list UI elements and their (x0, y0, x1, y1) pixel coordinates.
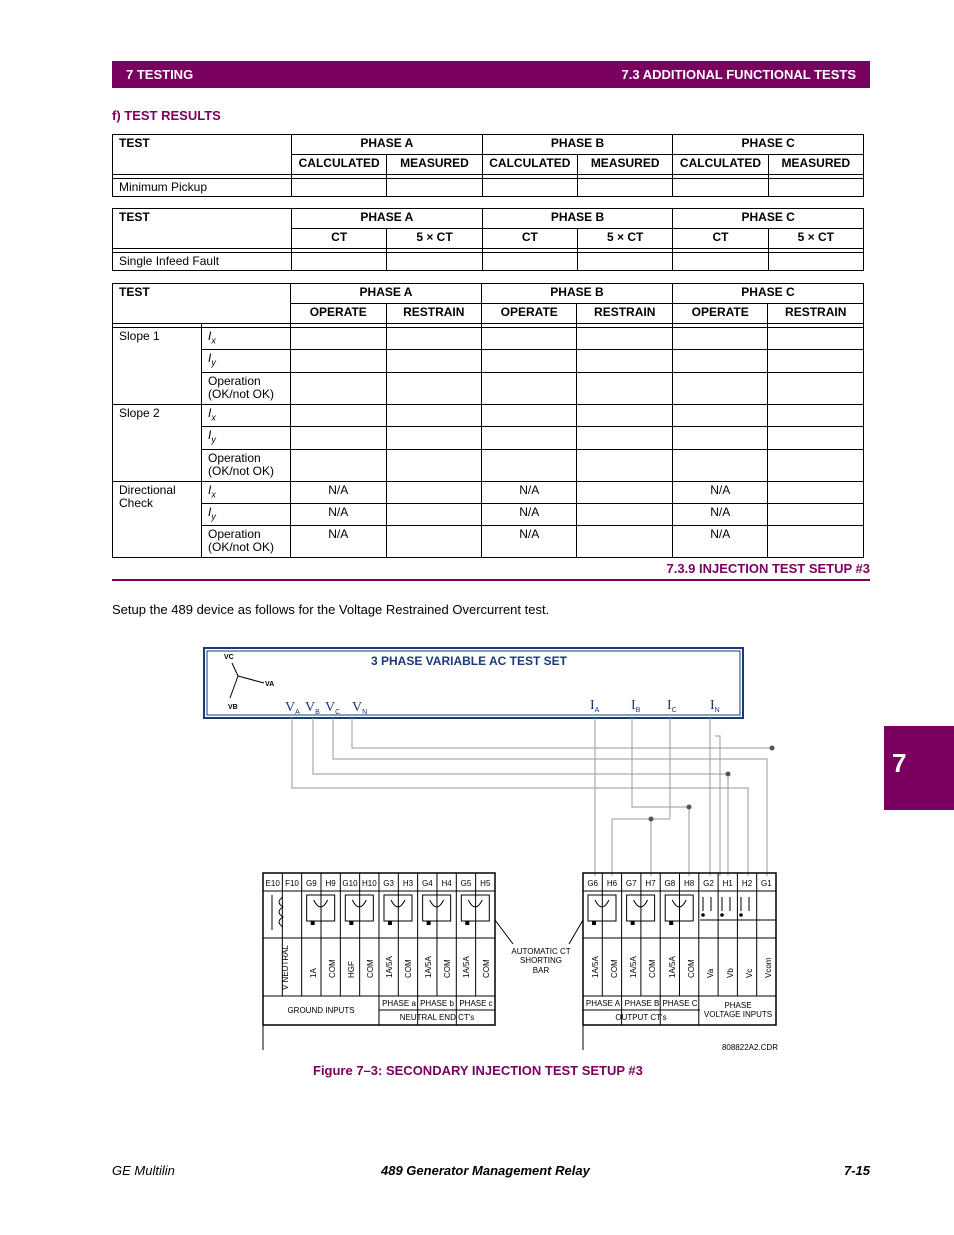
terminal-function-label: Va (706, 968, 715, 978)
phase-label: PHASE c (459, 999, 493, 1008)
terminal-label: G3 (383, 879, 394, 888)
table-header-phase: PHASE A (291, 284, 482, 304)
table-subheader: RESTRAIN (577, 304, 672, 324)
table-subheader: MEASURED (577, 155, 672, 175)
table-subheader: CT (673, 229, 768, 249)
terminal-function-label: COM (443, 959, 452, 978)
terminal-function-label: COM (482, 959, 491, 978)
result-cell: N/A (672, 503, 767, 525)
table-subheader: CALCULATED (292, 155, 387, 175)
phasor-label: VB (228, 704, 238, 711)
neutral-cts-label: NEUTRAL END CT's (399, 1013, 475, 1022)
table-subheader: RESTRAIN (768, 304, 864, 324)
terminal-label: F10 (285, 879, 299, 888)
phase-label: PHASE b (420, 999, 454, 1008)
row-label: $I_y$ (202, 350, 291, 372)
table-subheader: 5 × CT (387, 229, 482, 249)
table-subheader: MEASURED (387, 155, 482, 175)
phase-voltage-label: PHASE (724, 1001, 752, 1010)
terminal-function-label: 1A/5A (462, 956, 471, 978)
terminal-function-label: COM (610, 959, 619, 978)
phasor-symbol (230, 663, 264, 698)
terminal-label: H7 (645, 879, 656, 888)
group-label: Slope 1 (113, 328, 202, 405)
terminal-label: G5 (460, 879, 472, 888)
table-subheader: CALCULATED (673, 155, 768, 175)
table-header-phase: PHASE C (673, 135, 864, 155)
row-label: Operation (OK/not OK) (202, 449, 291, 481)
drawing-code: 808822A2.CDR (721, 1043, 778, 1052)
table-header-phase: PHASE C (672, 284, 863, 304)
table-subheader: CALCULATED (482, 155, 577, 175)
chapter-tab-number: 7 (892, 748, 907, 778)
terminal-function-label: HGF (347, 961, 356, 978)
shorting-bar-leaders (495, 920, 583, 944)
terminal-label: G9 (305, 879, 317, 888)
table-subheader: CT (482, 229, 577, 249)
terminal-function-label: COM (687, 959, 696, 978)
table-subheader: OPERATE (481, 304, 576, 324)
result-cell: N/A (291, 481, 386, 503)
terminal-function-label: 1A/5A (668, 956, 677, 978)
row-label: $I_x$ (202, 328, 291, 350)
result-cell: N/A (481, 481, 576, 503)
terminal-label: H4 (441, 879, 452, 888)
phase-label: PHASE A (585, 999, 621, 1008)
terminal-label: G1 (761, 879, 772, 888)
terminal-function-label: COM (404, 959, 413, 978)
row-label: Operation (OK/not OK) (202, 526, 291, 558)
figure-caption: Figure 7–3: SECONDARY INJECTION TEST SETUP #3 (313, 1063, 643, 1078)
row-label: Minimum Pickup (113, 179, 292, 197)
terminal-function-label: 1A/5A (424, 956, 433, 978)
terminal-label: G10 (342, 879, 358, 888)
terminal-label: H8 (684, 879, 695, 888)
row-label: $I_y$ (202, 503, 291, 525)
phasor-label: VC (224, 654, 234, 661)
test-set-title: 3 PHASE VARIABLE AC TEST SET (370, 654, 568, 668)
terminal-label: G6 (587, 879, 598, 888)
row-label: $I_y$ (202, 427, 291, 449)
current-terminal-label: $I_N$ (710, 698, 720, 714)
ground-inputs-label: GROUND INPUTS (287, 1006, 355, 1015)
row-label: $I_x$ (202, 404, 291, 426)
terminal-label: H9 (325, 879, 336, 888)
row-label: $I_x$ (202, 481, 291, 503)
result-cell: N/A (291, 526, 386, 558)
terminal-function-label: 1A (309, 968, 318, 978)
table-header-test: TEST (113, 209, 292, 249)
terminal-label: E10 (265, 879, 280, 888)
shorting-bar-label: AUTOMATIC CT (511, 947, 571, 956)
current-terminal-label: $I_C$ (667, 698, 677, 714)
phase-label: PHASE a (382, 999, 416, 1008)
table-header-phase: PHASE B (481, 284, 672, 304)
voltage-terminal-label: $V_C$ (325, 700, 341, 716)
terminal-function-label: Vcom (764, 957, 773, 978)
result-cell: N/A (291, 503, 386, 525)
terminal-function-label: COM (328, 959, 337, 978)
terminal-label: G8 (664, 879, 676, 888)
terminal-label: H3 (402, 879, 414, 888)
terminal-function-label: 1A/5A (385, 956, 394, 978)
header-section: 7.3 ADDITIONAL FUNCTIONAL TESTS (621, 67, 856, 82)
terminal-function-label: COM (366, 959, 375, 978)
voltage-terminal-label: $V_B$ (305, 700, 320, 716)
terminal-label: H2 (741, 879, 753, 888)
terminal-label: H10 (361, 879, 377, 888)
table-header-phase: PHASE A (292, 135, 483, 155)
shorting-bar-label: SHORTING (519, 956, 563, 965)
terminal-label: G4 (421, 879, 433, 888)
result-cell: N/A (481, 526, 576, 558)
terminal-function-label: COM (648, 959, 657, 978)
table-subheader: MEASURED (768, 155, 863, 175)
table-subheader: OPERATE (672, 304, 767, 324)
table-header-phase: PHASE B (482, 135, 673, 155)
voltage-terminal-label: $V_A$ (285, 700, 300, 716)
footer-company: GE Multilin (112, 1163, 175, 1178)
table-header-phase: PHASE B (482, 209, 673, 229)
phase-label: PHASE B (624, 999, 660, 1008)
phase-label: PHASE C (662, 999, 698, 1008)
terminal-function-label: Vc (745, 968, 754, 978)
result-cell: N/A (672, 481, 767, 503)
phasor-label: VA (265, 681, 275, 688)
table-subheader: CT (292, 229, 387, 249)
group-label: Directional Check (113, 481, 202, 558)
shorting-bar-label: BAR (532, 966, 550, 975)
table-subheader: 5 × CT (577, 229, 672, 249)
result-cell: N/A (481, 503, 576, 525)
terminal-label: H1 (722, 879, 733, 888)
terminal-function-label: Vb (726, 968, 735, 978)
voltage-terminal-label: $V_N$ (352, 700, 368, 716)
table-header-phase: PHASE C (673, 209, 864, 229)
terminal-function-label: V NEUTRAL (281, 945, 290, 990)
table-subheader: OPERATE (291, 304, 386, 324)
table-header-test: TEST (113, 284, 291, 324)
group-label: Slope 2 (113, 404, 202, 481)
section-title: f) TEST RESULTS (112, 108, 221, 123)
current-terminal-label: $I_A$ (590, 698, 600, 714)
phase-voltage-label: VOLTAGE INPUTS (703, 1010, 773, 1019)
footer-page-number: 7-15 (843, 1163, 870, 1178)
subsection-title: 7.3.9 INJECTION TEST SETUP #3 (666, 561, 870, 576)
result-cell: N/A (672, 526, 767, 558)
terminal-label: G7 (625, 879, 637, 888)
current-terminal-label: $I_B$ (631, 698, 641, 714)
wires (292, 718, 772, 876)
terminal-function-label: 1A/5A (591, 956, 600, 978)
table-header-test: TEST (113, 135, 292, 175)
footer-product: 489 Generator Management Relay (381, 1163, 590, 1178)
output-cts-label: OUTPUT CT's (615, 1013, 667, 1022)
table-subheader: RESTRAIN (386, 304, 481, 324)
table-header-phase: PHASE A (292, 209, 483, 229)
terminal-label: H5 (480, 879, 491, 888)
row-label: Operation (OK/not OK) (202, 372, 291, 404)
table-subheader: 5 × CT (768, 229, 863, 249)
terminal-function-label: 1A/5A (629, 956, 638, 978)
body-paragraph: Setup the 489 device as follows for the Voltage Restrained Overcurrent test. (112, 602, 550, 617)
terminal-label: H6 (606, 879, 618, 888)
terminal-label: G2 (703, 879, 714, 888)
row-label: Single Infeed Fault (113, 253, 292, 271)
header-chapter: 7 TESTING (126, 67, 194, 82)
junction-dots (649, 746, 775, 822)
